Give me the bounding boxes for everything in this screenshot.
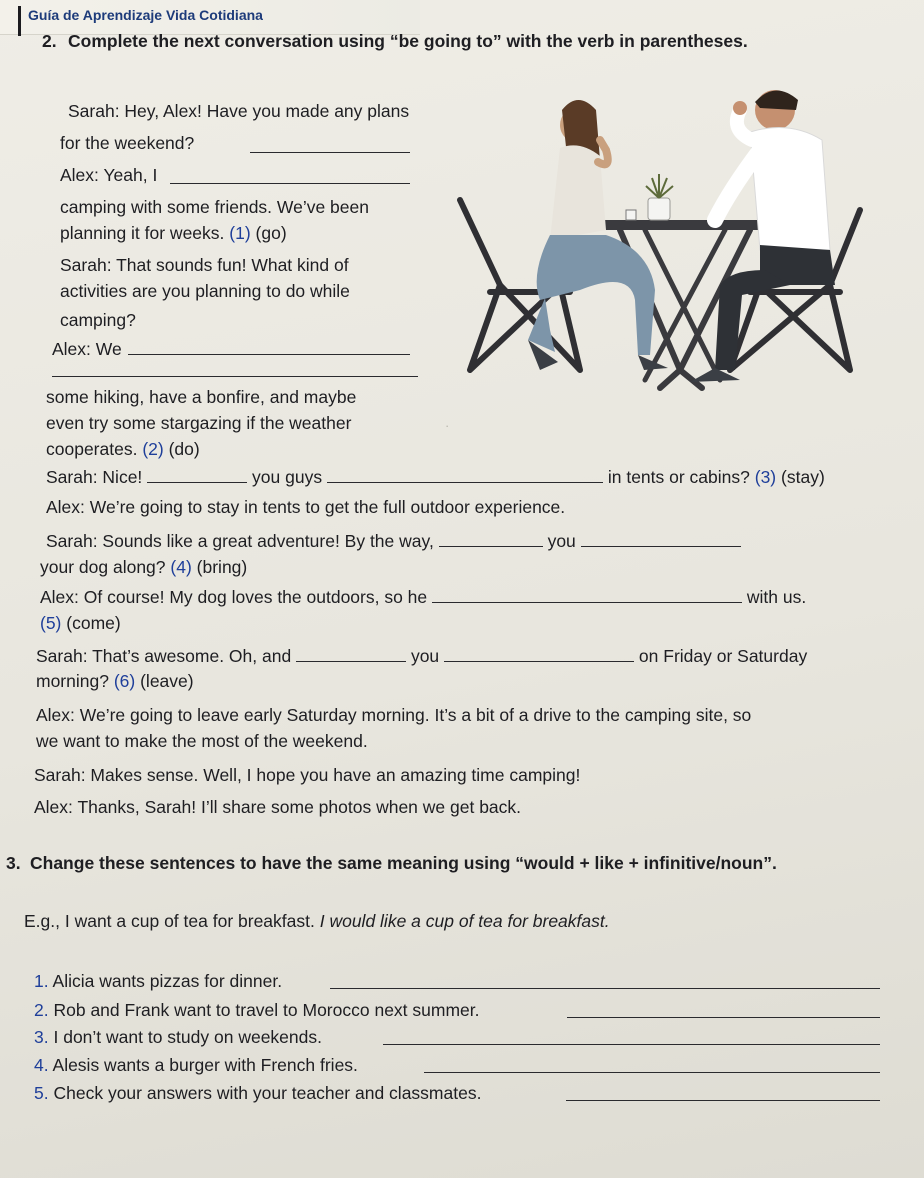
- answer-blank-6a[interactable]: [296, 647, 406, 662]
- answer-line-item-2[interactable]: [567, 1017, 880, 1018]
- dialog-line: Alex: We: [52, 339, 122, 359]
- answer-line-item-5[interactable]: [566, 1100, 880, 1101]
- dialog-line: cooperates. (2) (do): [46, 439, 200, 459]
- answer-blank-4a[interactable]: [439, 532, 543, 547]
- answer-blank-3a[interactable]: [147, 468, 247, 483]
- dialog-line: Sarah: Sounds like a great adventure! By the way, you: [46, 530, 741, 552]
- answer-blank-3b[interactable]: [327, 468, 603, 483]
- answer-line-1b[interactable]: [170, 183, 410, 184]
- exercise-3-instruction: Change these sentences to have the same meaning using “would + like + infinitive/noun”.: [30, 853, 777, 873]
- plant-icon: [646, 174, 673, 220]
- answer-blank-5[interactable]: [432, 588, 742, 603]
- exercise-item-2: 2. Rob and Frank want to travel to Morocco next summer.: [34, 1000, 480, 1020]
- dialog-line: Sarah: That sounds fun! What kind of: [60, 255, 349, 275]
- answer-line-2b[interactable]: [52, 376, 418, 377]
- cup-icon: [626, 210, 636, 220]
- answer-line-item-4[interactable]: [424, 1072, 880, 1073]
- dialog-line: Sarah: That’s awesome. Oh, and you on Friday or Saturday: [36, 646, 808, 666]
- answer-line-item-3[interactable]: [383, 1044, 880, 1045]
- exercise-3-number: 3.: [6, 853, 21, 873]
- dialog-line: Alex: Of course! My dog loves the outdoors, so he with us.: [40, 587, 807, 607]
- dialog-line: we want to make the most of the weekend.: [36, 731, 368, 751]
- answer-line-item-1[interactable]: [330, 988, 880, 989]
- couple-at-table-illustration: [430, 70, 870, 400]
- dialog-line: Sarah: Nice! you guys in tents or cabins? (3) (stay): [46, 467, 825, 487]
- answer-blank-4b[interactable]: [581, 532, 741, 547]
- dialog-line: camping with some friends. We’ve been: [60, 197, 369, 217]
- exercise-2-instruction: Complete the next conversation using “be going to” with the verb in parentheses.: [68, 31, 748, 51]
- dialog-line: Alex: We’re going to leave early Saturday morning. It’s a bit of a drive to the camping site, so: [36, 705, 752, 725]
- exercise-item-4: 4. Alesis wants a burger with French fries.: [34, 1055, 358, 1075]
- exercise-item-3: 3. I don’t want to study on weekends.: [34, 1027, 322, 1047]
- dialog-line: your dog along? (4) (bring): [40, 557, 248, 577]
- dialog-line: Alex: We’re going to stay in tents to get the full outdoor experience.: [46, 497, 566, 517]
- dialog-line: some hiking, have a bonfire, and maybe: [46, 387, 357, 407]
- dialog-line: (5) (come): [40, 613, 121, 633]
- exercise-2-number: 2.: [42, 31, 57, 51]
- answer-line-1a[interactable]: [250, 152, 410, 153]
- dialog-line: for the weekend?: [60, 133, 195, 153]
- dialog-line: planning it for weeks. (1) (go): [60, 223, 287, 243]
- dialog-line: Sarah: Hey, Alex! Have you made any plans: [68, 101, 410, 121]
- dialog-line: Sarah: Makes sense. Well, I hope you have an amazing time camping!: [34, 765, 581, 785]
- dialog-line: camping?: [60, 310, 136, 330]
- answer-line-2a[interactable]: [128, 354, 410, 355]
- dialog-line: activities are you planning to do while: [60, 281, 350, 301]
- example-sentence: E.g., I want a cup of tea for breakfast. I would like a cup of tea for breakfast.: [24, 911, 610, 931]
- header-marker: [18, 6, 21, 36]
- header-title: Guía de Aprendizaje Vida Cotidiana: [28, 7, 263, 23]
- dialog-line: Alex: Yeah, I: [60, 165, 158, 185]
- dialog-line: Alex: Thanks, Sarah! I’ll share some photos when we get back.: [34, 797, 522, 817]
- dialog-line: morning? (6) (leave): [36, 671, 194, 691]
- exercise-item-1: 1. Alicia wants pizzas for dinner.: [34, 971, 283, 991]
- dialog-line: even try some stargazing if the weather: [46, 413, 352, 433]
- exercise-item-5: 5. Check your answers with your teacher and classmates.: [34, 1083, 482, 1103]
- answer-blank-6b[interactable]: [444, 647, 634, 662]
- bleed-through-text: ·: [445, 418, 450, 433]
